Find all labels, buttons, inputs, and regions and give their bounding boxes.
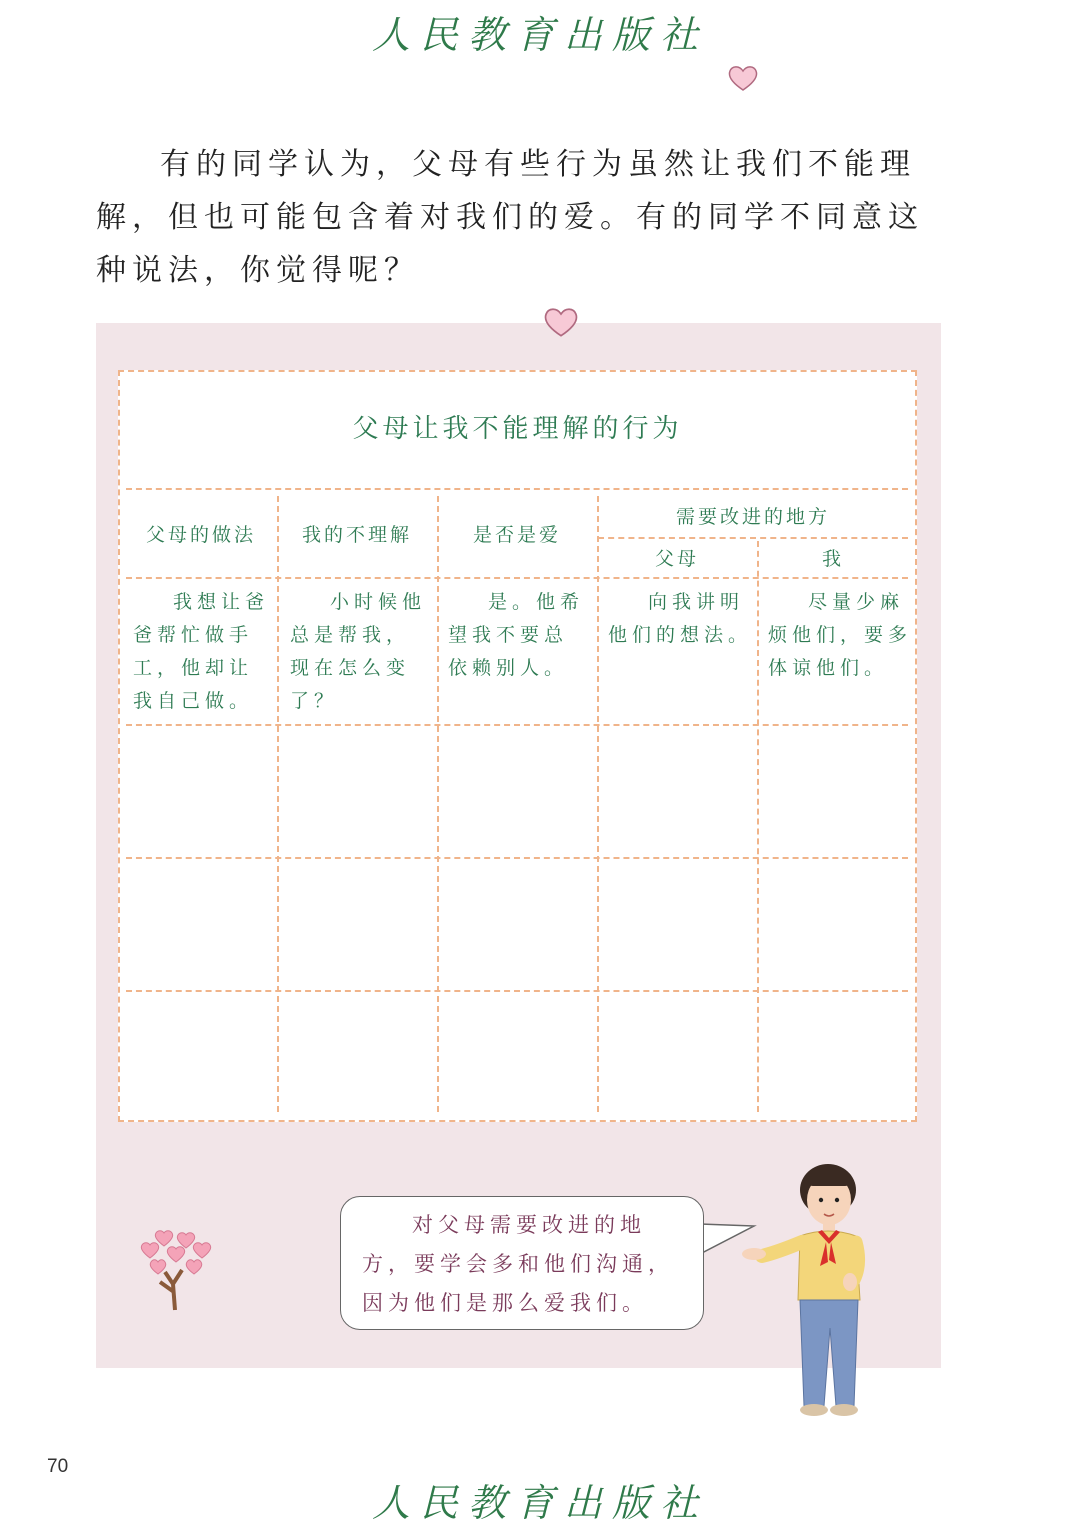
- header-parents-action: 父母的做法: [145, 524, 256, 546]
- example-cell-parents-action: 我想让爸爸帮忙做手工，他却让我自己做。: [133, 591, 270, 712]
- student-boy-illustration: [738, 1160, 868, 1420]
- table-divider: [126, 990, 908, 992]
- speech-bubble-text: 对父母需要改进的地方，要学会多和他们沟通，因为他们是那么爱我们。: [362, 1213, 674, 1315]
- table-divider: [757, 541, 759, 1112]
- header-is-love: 是否是爱: [472, 524, 561, 546]
- page-number: 70: [47, 1456, 69, 1477]
- publisher-watermark-bottom: 人民教育出版社: [371, 1481, 708, 1525]
- intro-paragraph: 有的同学认为，父母有些行为虽然让我们不能理解，但也可能包含着对我们的爱。有的同学不同意这种说法，你觉得呢？: [96, 147, 924, 288]
- example-cell-is-love: 是。他希望我不要总依赖别人。: [448, 591, 585, 679]
- example-cell-my-misunderstanding: 小时候他总是帮我，现在怎么变了？: [290, 591, 427, 712]
- table-divider: [437, 496, 439, 1112]
- table-divider: [126, 488, 908, 490]
- heart-icon: [727, 64, 759, 92]
- table-divider: [126, 857, 908, 859]
- header-my-misunderstanding: 我的不理解: [301, 524, 412, 546]
- publisher-watermark-top: 人民教育出版社: [371, 13, 708, 57]
- table-divider: [598, 537, 908, 539]
- worksheet-title: 父母让我不能理解的行为: [352, 414, 683, 444]
- heart-icon: [542, 306, 580, 338]
- table-divider: [597, 496, 599, 1112]
- header-improve-me: 我: [821, 548, 844, 570]
- table-divider: [126, 577, 908, 579]
- worksheet: [118, 370, 917, 1122]
- header-improve: 需要改进的地方: [675, 506, 830, 528]
- example-cell-improve-parents: 向我讲明他们的想法。: [608, 591, 753, 646]
- table-divider: [277, 496, 279, 1112]
- example-cell-improve-me: 尽量少麻烦他们，要多体谅他们。: [768, 591, 913, 679]
- table-divider: [126, 724, 908, 726]
- header-improve-parents: 父母: [654, 548, 699, 570]
- heart-tree-illustration: [130, 1226, 220, 1312]
